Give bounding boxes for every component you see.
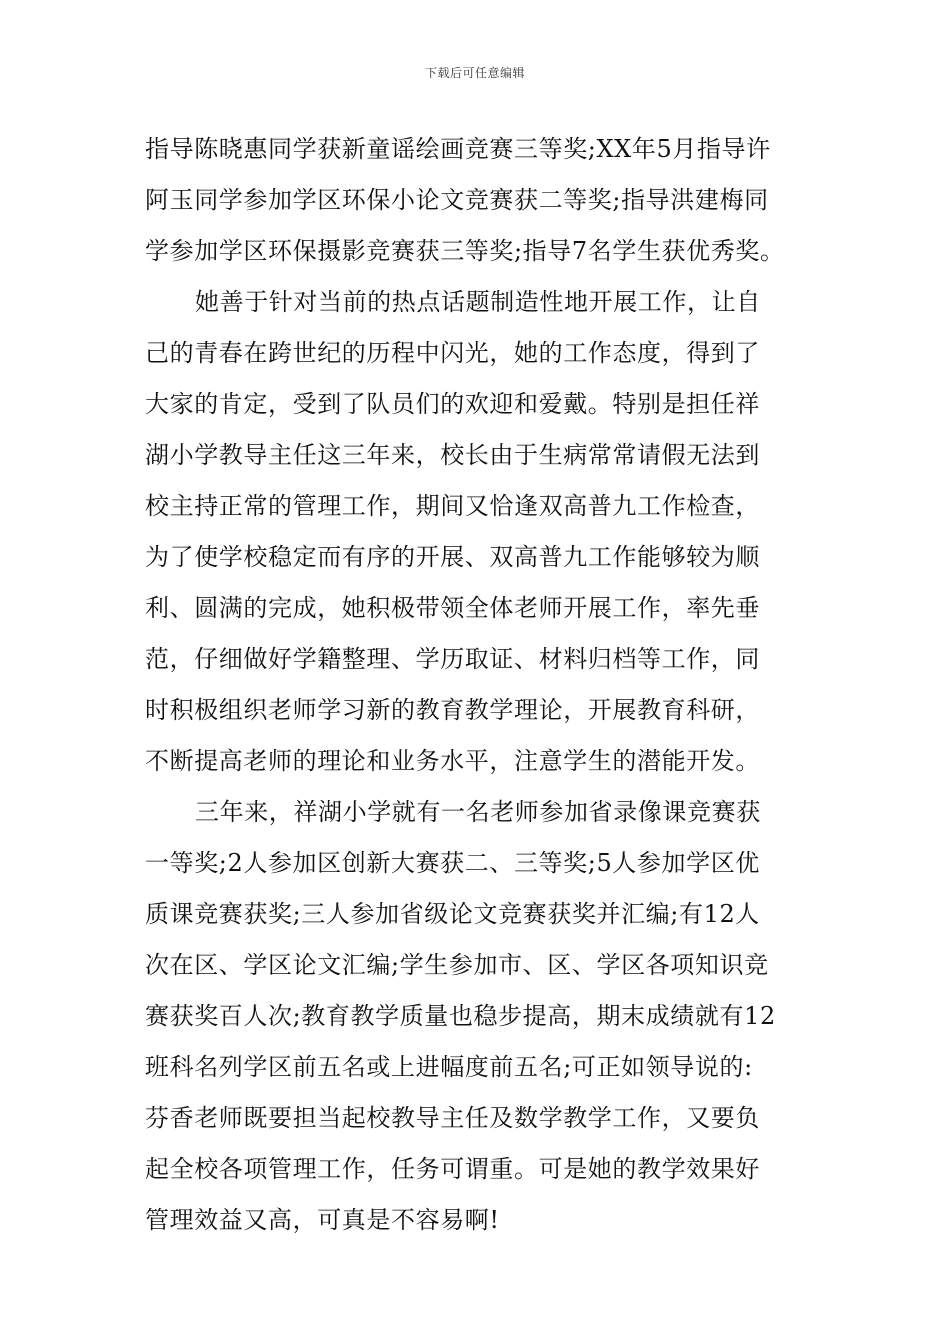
- text-line: 范，仔细做好学籍整理、学历取证、材料归档等工作，同: [145, 645, 760, 673]
- text-line: 管理效益又高，可真是不容易啊!: [145, 1206, 500, 1234]
- text-line: 指导陈晓惠同学获新童谣绘画竞赛三等奖;XX年5月指导许: [145, 135, 771, 163]
- text-line: 一等奖;2人参加区创新大赛获二、三等奖;5人参加学区优: [145, 849, 760, 877]
- text-line: 利、圆满的完成，她积极带领全体老师开展工作，率先垂: [145, 594, 760, 622]
- text-line: 为了使学校稳定而有序的开展、双高普九工作能够较为顺: [145, 543, 760, 571]
- document-body: [145, 124, 810, 1246]
- text-line: 大家的肯定，受到了队员们的欢迎和爱戴。特别是担任祥: [145, 390, 760, 418]
- text-line: 校主持正常的管理工作，期间又恰逢双高普九工作检查，: [145, 492, 760, 520]
- text-line: 班科名列学区前五名或上进幅度前五名;可正如领导说的:: [145, 1053, 753, 1081]
- text-line: 己的青春在跨世纪的历程中闪光，她的工作态度，得到了: [145, 339, 760, 367]
- text-line: 时积极组织老师学习新的教育教学理论，开展教育科研，: [145, 696, 760, 724]
- text-line: 湖小学教导主任这三年来，校长由于生病常常请假无法到: [145, 441, 760, 469]
- text-line: 不断提高老师的理论和业务水平，注意学生的潜能开发。: [145, 747, 760, 775]
- text-line: 起全校各项管理工作，任务可谓重。可是她的教学效果好: [145, 1155, 760, 1183]
- text-line: 赛获奖百人次;教育教学质量也稳步提高，期末成绩就有12: [145, 1002, 776, 1030]
- text-line: 芬香老师既要担当起校教导主任及数学教学工作，又要负: [145, 1104, 760, 1132]
- page-header: 下载后可任意编辑: [424, 66, 525, 80]
- text-line: 质课竞赛获奖;三人参加省级论文竞赛获奖并汇编;有12人: [145, 900, 760, 928]
- paragraph-first-line: 三年来，祥湖小学就有一名老师参加省录像课竞赛获: [195, 798, 761, 826]
- text-line: 阿玉同学参加学区环保小论文竞赛获二等奖;指导洪建梅同: [145, 186, 769, 214]
- paragraph-first-line: 她善于针对当前的热点话题制造性地开展工作，让自: [195, 288, 761, 316]
- text-line: 学参加学区环保摄影竞赛获三等奖;指导7名学生获优秀奖。: [145, 237, 785, 265]
- text-line: 次在区、学区论文汇编;学生参加市、区、学区各项知识竞: [145, 951, 769, 979]
